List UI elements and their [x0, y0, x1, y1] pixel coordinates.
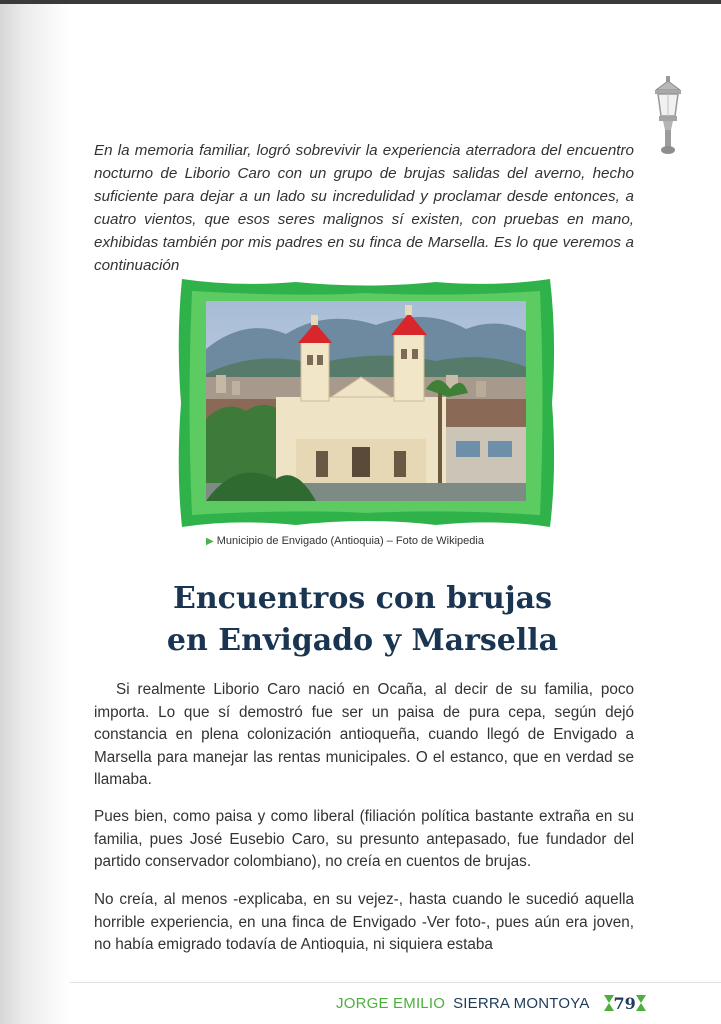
page-spine-shadow: [0, 4, 70, 1024]
hourglass-left-icon: [604, 995, 614, 1011]
page-number-block: [604, 994, 646, 1013]
body-paragraph-2: Pues bien, como paisa y como liberal (filiación política bastante extraña en su familia, pues José Eusebio Caro, su presunto antepasado, fue fundador del partido conservador colombiano), no creía en cuentos de brujas.: [94, 808, 634, 870]
intro-paragraph: En la memoria familiar, logró sobrevivir la experiencia aterradora del encuentro nocturno de Liborio Caro con un grupo de brujas salidas del averno, hecho suficiente para dejar a un lado su incredulidad y proclamar desde entonces, a cuatro vientos, que esos seres malignos sí existen, con pruebas en mano, exhibidas también por mis padres en su finca de Marsella. Es lo que veremos a continuación: [94, 142, 634, 275]
body-paragraph-1: Si realmente Liborio Caro nació en Ocaña, al decir de su familia, poco importa. Lo que sí demostró fue ser un paisa de pura cepa, según dejó constancia en plena colonización antioqueña, cuando llegó de Envigado a Marsella para manejar las rentas municipales. O el estanco, que en verdad se llamaba.: [94, 681, 634, 788]
caption-marker-icon: ▶: [206, 536, 214, 547]
photo-caption: [206, 535, 546, 547]
hourglass-right-icon: [636, 995, 646, 1011]
author-last-name: SIERRA MONTOYA: [453, 994, 590, 1012]
envigado-church-photo: [176, 279, 556, 527]
caption-text: Municipio de Envigado (Antioquia) – Foto de Wikipedia: [216, 535, 484, 547]
footer-divider: [70, 982, 721, 983]
author-first-name: JORGE EMILIO: [336, 994, 446, 1012]
section-title-line-1: Encuentros con brujas: [173, 581, 552, 616]
street-lamp-icon: [648, 76, 688, 158]
page-footer: [336, 991, 646, 1015]
top-edge-bar: [0, 0, 721, 4]
section-title: [90, 578, 635, 662]
page-number: 79: [613, 993, 636, 1013]
section-title-line-2: en Envigado y Marsella: [166, 623, 559, 658]
body-paragraph-3: No creía, al menos -explicaba, en su vejez-, hasta cuando le sucedió aquella horrible experiencia, en una finca de Envigado -Ver foto-, pues aún era joven, no había emigrado todavía de Antioquia, ni siquiera estaba: [94, 891, 634, 953]
